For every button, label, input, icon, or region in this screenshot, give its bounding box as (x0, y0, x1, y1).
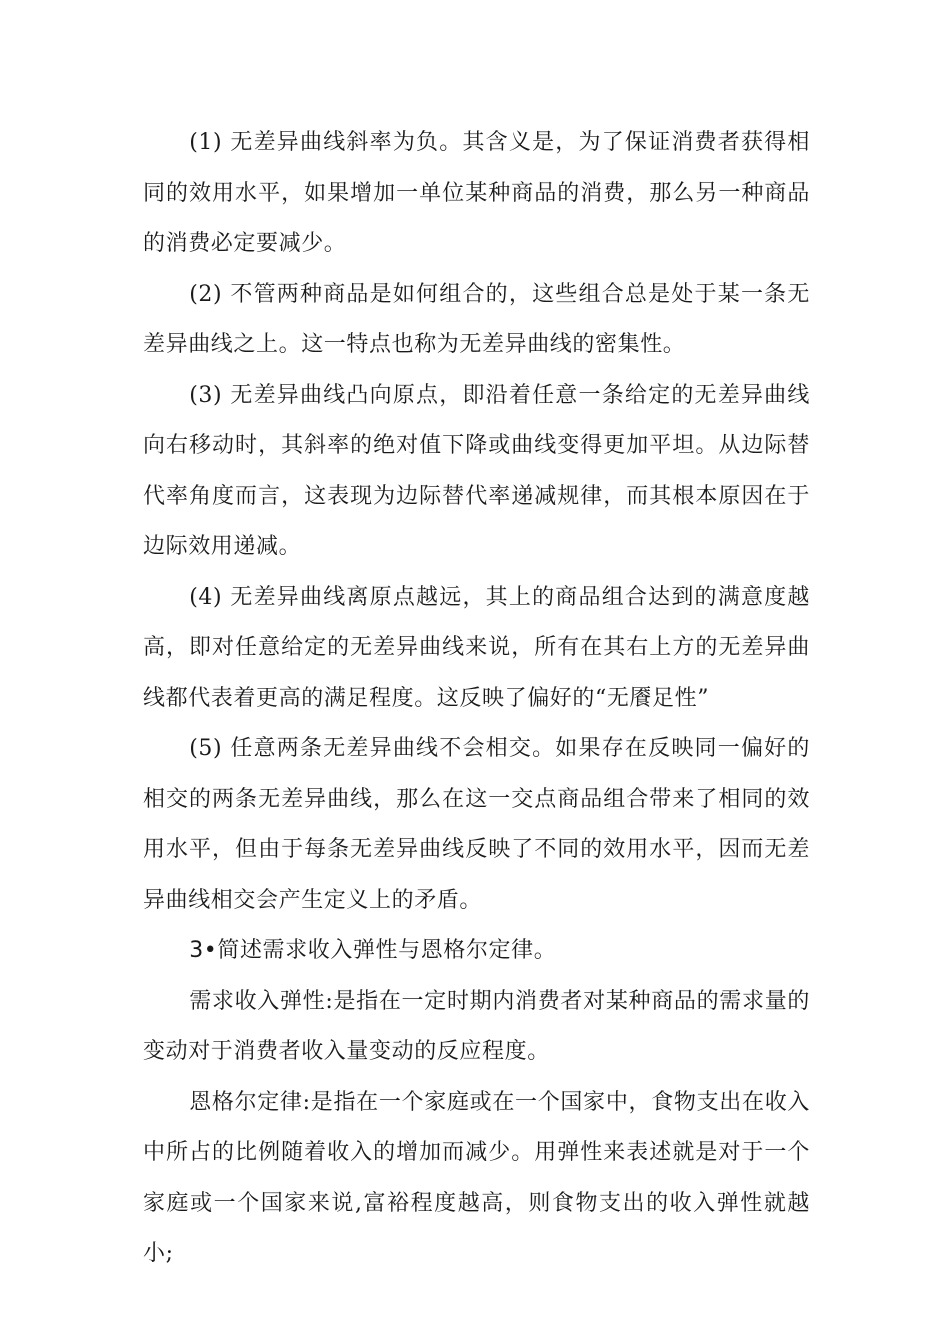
document-body (143, 118, 810, 1280)
paragraph-income-elasticity-definition: 需求收入弹性:是指在一定时期内消费者对某种商品的需求量的变动对于消费者收入量变动的反应程度。 (143, 988, 810, 1064)
section-question-3: 3•简述需求收入弹性与恩格尔定律。 (189, 938, 557, 963)
paragraph-point-2: (2) 不管两种商品是如何组合的，这些组合总是处于某一条无差异曲线之上。这一特点也称为无差异曲线的密集性。 (143, 281, 810, 357)
paragraph-point-4: (4) 无差异曲线离原点越远，其上的商品组合达到的满意度越高，即对任意给定的无差异曲线来说，所有在其右上方的无差异曲线都代表着更高的满足程度。这反映了偏好的“无餍足性” (143, 584, 810, 711)
paragraph-point-5: (5) 任意两条无差异曲线不会相交。如果存在反映同一偏好的相交的两条无差异曲线，那么在这一交点商品组合带来了相同的效用水平，但由于每条无差异曲线反映了不同的效用水平，因而无差异曲线相交会产生定义上的矛盾。 (143, 736, 810, 913)
paragraph-engel-law-definition: 恩格尔定律:是指在一个家庭或在一个国家中，食物支出在收入中所占的比例随着收入的增加而减少。用弹性来表述就是对于一个家庭或一个国家来说,富裕程度越高，则食物支出的收入弹性就越小; (143, 1089, 810, 1266)
paragraph-point-3: (3) 无差异曲线凸向原点，即沿着任意一条给定的无差异曲线向右移动时，其斜率的绝对值下降或曲线变得更加平坦。从边际替代率角度而言，这表现为边际替代率递减规律，而其根本原因在于边际效用递减。 (143, 382, 810, 559)
paragraph-point-1: (1) 无差异曲线斜率为负。其含义是，为了保证消费者获得相同的效用水平，如果增加一单位某种商品的消费，那么另一种商品的消费必定要减少。 (143, 130, 810, 256)
